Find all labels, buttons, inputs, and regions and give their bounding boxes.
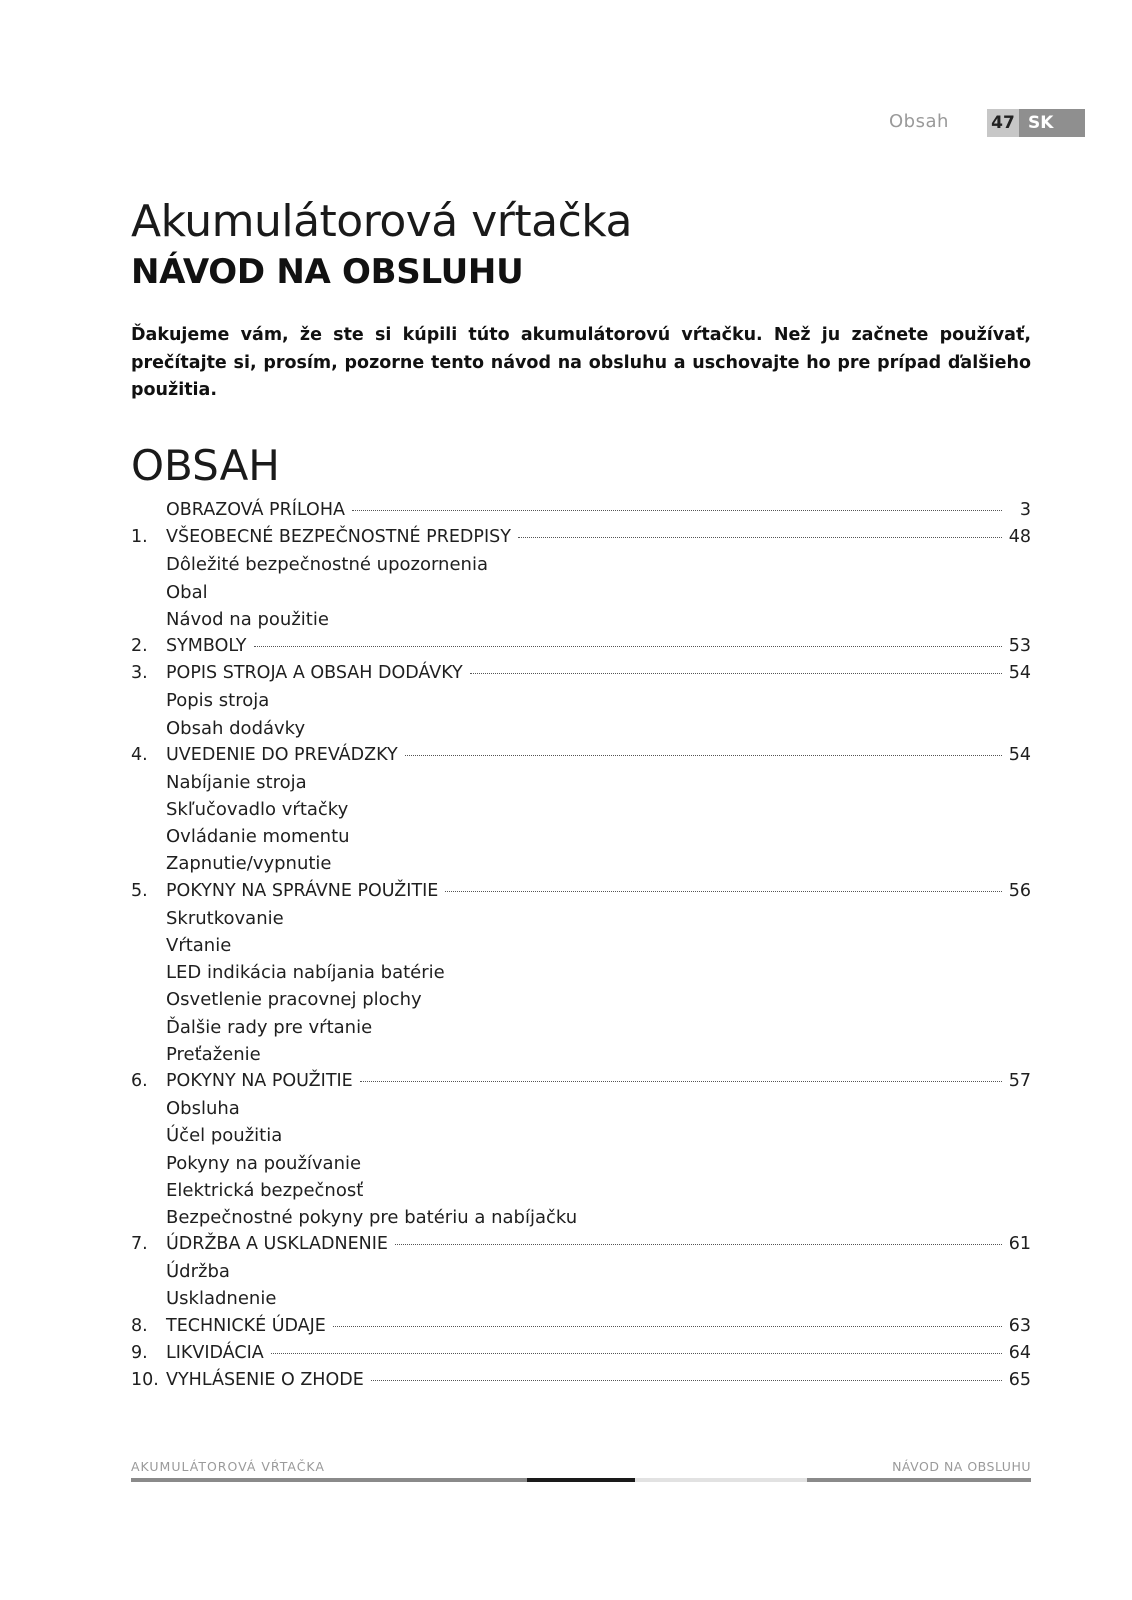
- toc-entry-label: Dôležité bezpečnostné upozornenia: [166, 554, 488, 576]
- toc-subentry: [131, 989, 1031, 1016]
- toc-entry-label: LED indikácia nabíjania batérie: [166, 962, 445, 984]
- toc-heading: OBSAH: [131, 441, 280, 490]
- toc-entry-number: 5.: [131, 880, 148, 901]
- toc-subentry: [131, 935, 1031, 962]
- toc-dot-leader: [360, 1081, 1002, 1082]
- toc-entry-label: POKYNY NA POUŽITIE: [166, 1070, 353, 1091]
- toc-entry: [131, 1234, 1031, 1261]
- toc-entry-label: Vŕtanie: [166, 935, 232, 956]
- footer-rule-segment: [527, 1478, 635, 1482]
- toc-entry-label: Údržba: [166, 1261, 230, 1283]
- toc-subentry: [131, 826, 1031, 853]
- toc-entry-page: 48: [1008, 527, 1031, 548]
- page-number: 47: [987, 109, 1019, 137]
- toc-entry-label: Ovládanie momentu: [166, 826, 350, 848]
- toc-entry-page: 63: [1008, 1315, 1031, 1336]
- toc-subentry: [131, 582, 1031, 609]
- toc-entry-number: 7.: [131, 1234, 148, 1255]
- toc-entry: [131, 500, 1031, 527]
- toc-entry-label: Osvetlenie pracovnej plochy: [166, 989, 422, 1011]
- toc-dot-leader: [371, 1380, 1002, 1381]
- toc-dot-leader: [405, 755, 1002, 756]
- toc-entry-page: 64: [1008, 1342, 1031, 1363]
- toc-subentry: [131, 772, 1031, 799]
- toc-entry: [131, 527, 1031, 554]
- toc-entry-label: Uskladnenie: [166, 1288, 277, 1310]
- toc-entry-label: Obsah dodávky: [166, 717, 306, 739]
- toc-subentry: [131, 718, 1031, 745]
- toc-subentry: [131, 1098, 1031, 1125]
- toc-subentry: [131, 1288, 1031, 1315]
- toc-entry-page: 56: [1008, 880, 1031, 901]
- toc-entry-number: 2.: [131, 635, 148, 656]
- toc-subentry: [131, 609, 1031, 636]
- toc-dot-leader: [254, 646, 1002, 647]
- toc-entry-page: 54: [1008, 744, 1031, 765]
- toc-subentry: [131, 1017, 1031, 1044]
- toc-subentry: [131, 1207, 1031, 1234]
- toc-entry: [131, 1071, 1031, 1098]
- toc-subentry: [131, 908, 1031, 935]
- language-code: SK: [1019, 109, 1085, 137]
- toc-entry: [131, 636, 1031, 663]
- toc-entry: [131, 1316, 1031, 1343]
- toc-entry-page: 53: [1008, 635, 1031, 656]
- toc-dot-leader: [470, 673, 1002, 674]
- toc-entry-page: 57: [1008, 1070, 1031, 1091]
- toc-entry-label: Obal: [166, 581, 208, 603]
- toc-subentry: [131, 1180, 1031, 1207]
- toc-entry-number: 1.: [131, 527, 148, 548]
- toc-subentry: [131, 1153, 1031, 1180]
- toc-dot-leader: [352, 510, 1002, 511]
- toc-dot-leader: [518, 537, 1002, 538]
- toc-entry-label: Účel použitia: [166, 1125, 283, 1147]
- toc-entry-page: 3: [1019, 500, 1031, 520]
- toc-entry-label: UVEDENIE DO PREVÁDZKY: [166, 744, 398, 765]
- page-badge: [987, 109, 1085, 137]
- toc-dot-leader: [445, 891, 1001, 892]
- toc-entry-number: 8.: [131, 1315, 148, 1336]
- toc-entry-page: 65: [1008, 1370, 1031, 1390]
- toc-entry-label: Skrutkovanie: [166, 907, 284, 929]
- toc-entry-label: Pokyny na používanie: [166, 1152, 362, 1174]
- toc-entry-label: LIKVIDÁCIA: [166, 1342, 264, 1363]
- document-title: Akumulátorová vŕtačka: [131, 196, 632, 247]
- toc-entry-label: Nabíjanie stroja: [166, 771, 307, 793]
- toc-subentry: [131, 1261, 1031, 1288]
- toc-entry-label: Popis stroja: [166, 690, 270, 712]
- toc-dot-leader: [395, 1244, 1002, 1245]
- toc-entry-label: POKYNY NA SPRÁVNE POUŽITIE: [166, 880, 439, 901]
- footer-document-name: NÁVOD NA OBSLUHU: [892, 1459, 1031, 1474]
- toc-entry-label: Návod na použitie: [166, 608, 329, 630]
- toc-entry-label: POPIS STROJA A OBSAH DODÁVKY: [166, 663, 463, 684]
- running-header-section: Obsah: [889, 111, 949, 132]
- toc-entry: [131, 881, 1031, 908]
- toc-subentry: [131, 1125, 1031, 1152]
- toc-subentry: [131, 690, 1031, 717]
- footer-rule-segment: [131, 1478, 527, 1482]
- toc-subentry: [131, 554, 1031, 581]
- footer-rule-segment: [635, 1478, 807, 1482]
- footer-product-name: AKUMULÁTOROVÁ VŔTAČKA: [131, 1459, 325, 1474]
- document-subtitle: NÁVOD NA OBSLUHU: [131, 252, 524, 292]
- toc-entry-label: TECHNICKÉ ÚDAJE: [166, 1315, 326, 1336]
- toc-subentry: [131, 799, 1031, 826]
- toc-entry: [131, 1370, 1031, 1397]
- toc-entry-number: 6.: [131, 1070, 148, 1091]
- toc-entry-label: Zapnutie/vypnutie: [166, 853, 332, 875]
- toc-subentry: [131, 853, 1031, 880]
- toc-entry-label: ÚDRŽBA A USKLADNENIE: [166, 1234, 388, 1255]
- toc-dot-leader: [271, 1353, 1002, 1354]
- toc-entry-label: Bezpečnostné pokyny pre batériu a nabíjačku: [166, 1206, 578, 1228]
- intro-paragraph: Ďakujeme vám, že ste si kúpili túto akumulátorovú vŕtačku. Než ju začnete používať, prečítajte si, prosím, pozorne tento návod na obsluhu a uschovajte ho pre prípad ďalšieho použitia.: [131, 325, 1031, 400]
- toc-entry-label: SYMBOLY: [166, 635, 247, 656]
- toc-entry-label: Ďalšie rady pre vŕtanie: [166, 1016, 373, 1038]
- footer-rule-segment: [807, 1478, 1031, 1482]
- toc-entry-label: OBRAZOVÁ PRÍLOHA: [166, 500, 345, 520]
- toc-entry: [131, 1343, 1031, 1370]
- toc-entry-label: Elektrická bezpečnosť: [166, 1179, 364, 1201]
- toc-entry-label: VŠEOBECNÉ BEZPEČNOSTNÉ PREDPISY: [166, 527, 511, 548]
- toc-entry-label: Skľučovadlo vŕtačky: [166, 799, 349, 821]
- toc-entry-label: Obsluha: [166, 1098, 240, 1120]
- table-of-contents: [131, 500, 1031, 1397]
- toc-entry-page: 54: [1008, 663, 1031, 684]
- toc-dot-leader: [333, 1326, 1002, 1327]
- toc-entry-label: VYHLÁSENIE O ZHODE: [166, 1370, 364, 1390]
- toc-entry-label: Preťaženie: [166, 1043, 261, 1065]
- toc-entry: [131, 745, 1031, 772]
- toc-subentry: [131, 962, 1031, 989]
- toc-entry-number: 3.: [131, 663, 148, 684]
- toc-entry-page: 61: [1008, 1234, 1031, 1255]
- toc-entry: [131, 663, 1031, 690]
- toc-entry-number: 10.: [131, 1370, 159, 1390]
- toc-subentry: [131, 1044, 1031, 1071]
- toc-entry-number: 4.: [131, 744, 148, 765]
- toc-entry-number: 9.: [131, 1342, 148, 1363]
- footer-rule: [131, 1478, 1031, 1482]
